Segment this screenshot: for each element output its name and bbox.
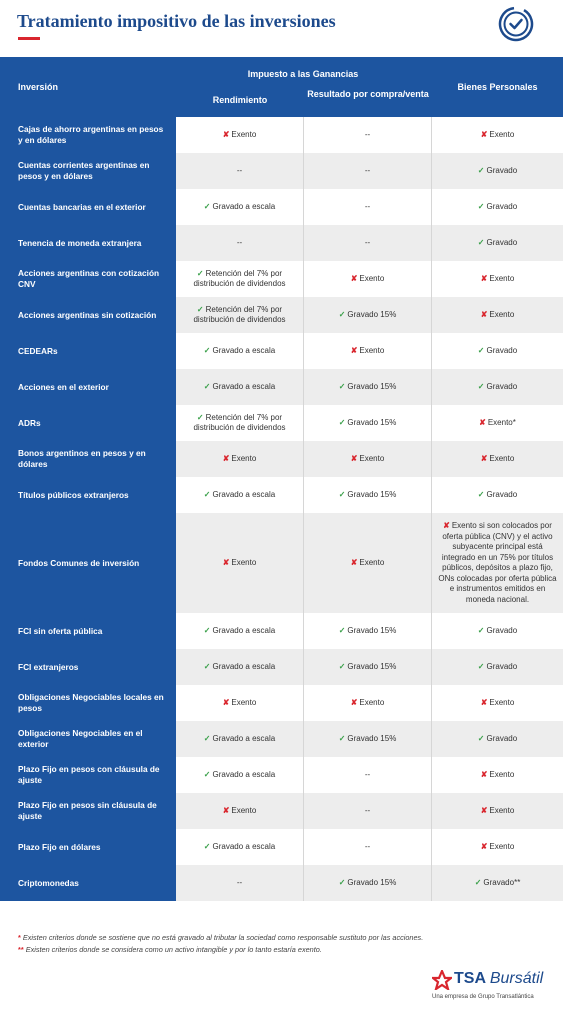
cell-content — [204, 662, 275, 673]
cell-resultado — [304, 441, 432, 477]
cell-resultado — [304, 721, 432, 757]
cell-rendimiento — [176, 829, 304, 865]
cell-inversion: Acciones argentinas sin cotización — [0, 297, 176, 333]
cross-icon: ✘ — [443, 521, 450, 530]
cell-rendimiento — [176, 405, 304, 441]
cell-content — [204, 346, 275, 357]
cell-bienes — [432, 513, 563, 613]
cell-bienes — [432, 225, 563, 261]
table-row — [0, 721, 563, 757]
check-icon: ✓ — [203, 733, 211, 743]
cell-rendimiento — [176, 757, 304, 793]
cell-content — [223, 806, 257, 817]
cell-bienes — [432, 405, 563, 441]
logo-brand2: Bursátil — [489, 970, 544, 987]
check-icon: ✓ — [477, 345, 485, 355]
cell-content — [204, 770, 275, 781]
cell-inversion: Obligaciones Negociables locales en pesos — [0, 685, 176, 721]
cell-text: Gravado a escala — [212, 201, 276, 211]
footnote-2 — [18, 944, 423, 956]
table-row — [0, 261, 563, 297]
cell-content — [351, 698, 385, 709]
cell-inversion: Acciones argentinas con cotización CNV — [0, 261, 176, 297]
cell-text: Gravado a escala — [212, 841, 276, 851]
footnotes — [18, 932, 423, 956]
cell-bienes — [432, 757, 563, 793]
cell-rendimiento — [176, 685, 304, 721]
cross-icon: ✘ — [350, 453, 358, 463]
cell-content — [339, 626, 397, 637]
cell-rendimiento — [176, 153, 304, 189]
cell-content — [223, 454, 257, 465]
check-icon: ✓ — [477, 733, 485, 743]
cell-text: Exento — [489, 309, 515, 319]
cell-content — [339, 878, 397, 889]
cell-resultado — [304, 261, 432, 297]
cross-icon: ✘ — [350, 273, 358, 283]
cross-icon: ✘ — [480, 453, 488, 463]
cell-content — [180, 413, 299, 434]
cell-rendimiento — [176, 117, 304, 153]
cell-text: Gravado — [486, 381, 518, 391]
cell-text: -- — [364, 165, 371, 175]
cell-text: Gravado 15% — [347, 309, 397, 319]
check-icon: ✓ — [477, 201, 485, 211]
cell-content — [478, 734, 517, 745]
cell-text: Gravado a escala — [212, 769, 276, 779]
table-row — [0, 153, 563, 189]
cell-text: Gravado a escala — [212, 733, 276, 743]
cell-content — [481, 806, 515, 817]
header-bienes: Bienes Personales — [457, 82, 538, 92]
cell-content — [478, 662, 517, 673]
cell-text: Gravado** — [483, 877, 521, 887]
cell-rendimiento — [176, 721, 304, 757]
cell-content — [339, 490, 397, 501]
cell-text: Gravado a escala — [212, 345, 276, 355]
cell-bienes — [432, 117, 563, 153]
cell-text: Exento — [359, 697, 385, 707]
check-icon: ✓ — [203, 381, 211, 391]
cell-resultado — [304, 757, 432, 793]
logo-star-icon — [432, 970, 452, 990]
cell-text: Exento — [231, 697, 257, 707]
cell-content — [365, 842, 370, 853]
check-icon: ✓ — [477, 165, 485, 175]
header-resultado: Resultado por compra/venta — [307, 89, 429, 99]
cell-text: -- — [236, 877, 243, 887]
table-row — [0, 117, 563, 153]
cell-inversion: Obligaciones Negociables en el exterior — [0, 721, 176, 757]
cell-bienes — [432, 721, 563, 757]
check-icon: ✓ — [477, 661, 485, 671]
cell-bienes — [432, 261, 563, 297]
cell-content — [204, 842, 275, 853]
header-impuesto: Impuesto a las Ganancias — [247, 69, 359, 79]
cell-bienes — [432, 829, 563, 865]
check-icon: ✓ — [338, 625, 346, 635]
logo-wordmark — [454, 970, 543, 988]
header-rendimiento: Rendimiento — [212, 95, 268, 105]
cell-text: Gravado 15% — [347, 381, 397, 391]
cell-resultado — [304, 613, 432, 649]
check-icon: ✓ — [338, 381, 346, 391]
cross-icon: ✘ — [350, 697, 358, 707]
cell-bienes — [432, 793, 563, 829]
cell-bienes — [432, 865, 563, 901]
cross-icon: ✘ — [479, 417, 486, 427]
cell-content — [237, 878, 242, 889]
cell-inversion: Acciones en el exterior — [0, 369, 176, 405]
table-row — [0, 297, 563, 333]
cell-bienes — [432, 333, 563, 369]
cell-rendimiento — [176, 649, 304, 685]
cell-rendimiento — [176, 225, 304, 261]
cell-text: Retención del 7% por distribución de dividendos — [193, 268, 286, 288]
cell-content — [365, 806, 370, 817]
cell-text: Exento — [489, 697, 515, 707]
cell-text: -- — [364, 769, 371, 779]
check-icon: ✓ — [203, 489, 211, 499]
page-title: Tratamiento impositivo de las inversiones — [17, 11, 336, 31]
cell-content — [478, 202, 517, 213]
cell-bienes — [432, 649, 563, 685]
cell-inversion: Cajas de ahorro argentinas en pesos y en dólares — [0, 117, 176, 153]
cell-resultado — [304, 225, 432, 261]
table-row — [0, 477, 563, 513]
cell-rendimiento — [176, 865, 304, 901]
cell-inversion: FCI sin oferta pública — [0, 613, 176, 649]
cell-content — [478, 382, 517, 393]
cell-resultado — [304, 685, 432, 721]
cell-bienes — [432, 477, 563, 513]
cell-resultado — [304, 369, 432, 405]
cell-text: Gravado — [486, 345, 518, 355]
cell-text: Exento — [359, 345, 385, 355]
cell-text: Exento — [231, 557, 257, 567]
cell-content — [180, 305, 299, 326]
check-icon: ✓ — [338, 489, 346, 499]
cell-text: Gravado a escala — [212, 381, 276, 391]
check-icon: ✓ — [196, 304, 204, 314]
cross-icon: ✘ — [222, 129, 230, 139]
cell-text: Exento — [489, 273, 515, 283]
cell-content — [339, 418, 397, 429]
cell-content — [351, 558, 385, 569]
cell-text: Exento — [231, 129, 257, 139]
cell-rendimiento — [176, 369, 304, 405]
table-row — [0, 613, 563, 649]
cell-bienes — [432, 613, 563, 649]
cell-text: Gravado a escala — [212, 661, 276, 671]
cell-resultado — [304, 153, 432, 189]
cell-text: -- — [364, 129, 371, 139]
footnote-2-text: Existen criterios donde se considera como un activo intangible y por lo tanto estaría exento. — [25, 945, 322, 954]
cell-text: Exento — [359, 273, 385, 283]
cross-icon: ✘ — [350, 345, 358, 355]
cell-inversion: Plazo Fijo en pesos sin cláusula de ajuste — [0, 793, 176, 829]
cell-inversion: FCI extranjeros — [0, 649, 176, 685]
cross-icon: ✘ — [480, 697, 488, 707]
table-row — [0, 793, 563, 829]
cell-inversion: Plazo Fijo en dólares — [0, 829, 176, 865]
table-row — [0, 441, 563, 477]
cross-icon: ✘ — [480, 805, 488, 815]
cell-inversion: Fondos Comunes de inversión — [0, 513, 176, 613]
cell-rendimiento — [176, 613, 304, 649]
logo-brand: TSA — [454, 970, 486, 987]
cross-icon: ✘ — [480, 769, 488, 779]
cell-content — [204, 382, 275, 393]
cell-rendimiento — [176, 441, 304, 477]
cell-content — [204, 490, 275, 501]
table-row — [0, 405, 563, 441]
footnote-1 — [18, 932, 423, 944]
table-row — [0, 757, 563, 793]
cell-content — [365, 130, 370, 141]
cell-text: -- — [364, 237, 371, 247]
cell-text: Gravado — [486, 165, 518, 175]
cell-bienes — [432, 189, 563, 225]
check-icon: ✓ — [338, 661, 346, 671]
cross-icon: ✘ — [222, 805, 230, 815]
cell-content — [481, 698, 515, 709]
cell-content — [478, 626, 517, 637]
cell-content — [478, 490, 517, 501]
cell-content — [223, 558, 257, 569]
cell-resultado — [304, 513, 432, 613]
cell-text: Gravado a escala — [212, 489, 276, 499]
table-row — [0, 649, 563, 685]
cell-inversion: Bonos argentinos en pesos y en dólares — [0, 441, 176, 477]
cell-content — [481, 454, 515, 465]
cross-icon: ✘ — [350, 557, 358, 567]
cell-rendimiento — [176, 793, 304, 829]
cell-content — [365, 202, 370, 213]
cell-resultado — [304, 297, 432, 333]
table-row — [0, 685, 563, 721]
table-row — [0, 333, 563, 369]
cell-rendimiento — [176, 189, 304, 225]
cell-text: Gravado 15% — [347, 877, 397, 887]
cell-content — [351, 274, 385, 285]
check-icon: ✓ — [338, 733, 346, 743]
cell-text: Exento* — [487, 417, 516, 427]
cell-rendimiento — [176, 333, 304, 369]
cell-resultado — [304, 405, 432, 441]
tsa-bursatil-logo — [432, 970, 552, 1010]
cell-text: Exento — [489, 769, 515, 779]
table-row — [0, 829, 563, 865]
cell-text: Gravado 15% — [347, 661, 397, 671]
cell-content — [481, 274, 515, 285]
cell-text: Exento — [359, 453, 385, 463]
cell-resultado — [304, 189, 432, 225]
check-icon: ✓ — [196, 412, 204, 422]
cell-text: Gravado — [486, 237, 518, 247]
cell-text: Exento — [231, 453, 257, 463]
table-body — [0, 117, 563, 901]
table-row — [0, 189, 563, 225]
check-icon: ✓ — [203, 625, 211, 635]
cross-icon: ✘ — [480, 841, 488, 851]
cell-content — [478, 238, 517, 249]
cell-content — [478, 346, 517, 357]
cell-text: Gravado — [486, 625, 518, 635]
table-row — [0, 513, 563, 613]
cell-content — [204, 734, 275, 745]
check-icon: ✓ — [338, 417, 346, 427]
cell-inversion: CEDEARs — [0, 333, 176, 369]
cell-text: -- — [364, 841, 371, 851]
check-icon: ✓ — [203, 201, 211, 211]
cell-resultado — [304, 865, 432, 901]
cell-text: Exento — [489, 805, 515, 815]
check-icon: ✓ — [338, 309, 346, 319]
cell-content — [237, 166, 242, 177]
cell-content — [481, 310, 515, 321]
cell-text: Gravado — [486, 201, 518, 211]
cell-inversion: Tenencia de moneda extranjera — [0, 225, 176, 261]
cell-content — [365, 238, 370, 249]
cell-content — [339, 662, 397, 673]
cell-text: Exento — [359, 557, 385, 567]
check-icon: ✓ — [477, 489, 485, 499]
cell-rendimiento — [176, 297, 304, 333]
cell-inversion: Criptomonedas — [0, 865, 176, 901]
cell-text: -- — [236, 165, 243, 175]
cross-icon: ✘ — [222, 697, 230, 707]
cell-inversion: Cuentas corrientes argentinas en pesos y en dólares — [0, 153, 176, 189]
check-icon: ✓ — [203, 841, 211, 851]
cell-text: Retención del 7% por distribución de dividendos — [193, 304, 286, 324]
cell-bienes — [432, 297, 563, 333]
cell-content — [351, 454, 385, 465]
cell-content — [436, 521, 559, 605]
cell-resultado — [304, 793, 432, 829]
cell-inversion: Títulos públicos extranjeros — [0, 477, 176, 513]
cell-text: Gravado 15% — [347, 733, 397, 743]
check-icon: ✓ — [477, 237, 485, 247]
cell-bienes — [432, 153, 563, 189]
cell-content — [475, 878, 521, 889]
table-header — [0, 57, 563, 117]
cell-content — [365, 770, 370, 781]
cross-icon: ✘ — [222, 453, 230, 463]
cell-text: Gravado 15% — [347, 417, 397, 427]
cross-icon: ✘ — [480, 273, 488, 283]
cell-rendimiento — [176, 513, 304, 613]
cell-text: Gravado — [486, 661, 518, 671]
cell-text: Gravado 15% — [347, 489, 397, 499]
cell-content — [339, 382, 397, 393]
title-underline — [18, 37, 40, 40]
cross-icon: ✘ — [480, 309, 488, 319]
cell-content — [478, 166, 517, 177]
header-inversion: Inversión — [18, 82, 59, 92]
cell-content — [223, 698, 257, 709]
cell-text: -- — [364, 805, 371, 815]
check-icon: ✓ — [474, 877, 482, 887]
cell-content — [204, 626, 275, 637]
tax-table — [0, 57, 563, 901]
check-icon: ✓ — [338, 877, 346, 887]
cell-bienes — [432, 685, 563, 721]
cell-content — [237, 238, 242, 249]
cell-inversion: Plazo Fijo en pesos con cláusula de ajuste — [0, 757, 176, 793]
cell-content — [351, 346, 385, 357]
check-circle-icon — [498, 6, 534, 42]
cell-text: Exento — [489, 841, 515, 851]
cell-text: Gravado — [486, 733, 518, 743]
cell-resultado — [304, 333, 432, 369]
cell-content — [481, 130, 515, 141]
table-row — [0, 865, 563, 901]
cell-rendimiento — [176, 477, 304, 513]
check-icon: ✓ — [196, 268, 204, 278]
cell-inversion: ADRs — [0, 405, 176, 441]
cross-icon: ✘ — [480, 129, 488, 139]
cell-text: Exento — [489, 129, 515, 139]
cell-resultado — [304, 829, 432, 865]
cell-content — [481, 770, 515, 781]
footnote-1-mark: * — [18, 933, 21, 942]
cell-text: Gravado — [486, 489, 518, 499]
cell-content — [339, 734, 397, 745]
cell-text: Gravado 15% — [347, 625, 397, 635]
logo-tagline: Una empresa de Grupo Transatlántica — [432, 994, 534, 1000]
cell-text: Gravado a escala — [212, 625, 276, 635]
cell-resultado — [304, 649, 432, 685]
cell-content — [479, 418, 516, 429]
cell-resultado — [304, 117, 432, 153]
table-row — [0, 225, 563, 261]
cell-content — [481, 842, 515, 853]
check-icon: ✓ — [203, 769, 211, 779]
cell-resultado — [304, 477, 432, 513]
check-icon: ✓ — [203, 661, 211, 671]
check-icon: ✓ — [203, 345, 211, 355]
cell-text: Exento — [489, 453, 515, 463]
cell-content — [223, 130, 257, 141]
cell-content — [365, 166, 370, 177]
cell-content — [339, 310, 397, 321]
footnote-1-text: Existen criterios donde se sostiene que no está gravado al tributar la sociedad como responsable sustituto por las acciones. — [22, 933, 424, 942]
cell-inversion: Cuentas bancarias en el exterior — [0, 189, 176, 225]
cell-text: -- — [236, 237, 243, 247]
cell-content — [204, 202, 275, 213]
cell-text: Retención del 7% por distribución de dividendos — [193, 412, 286, 432]
cell-content — [180, 269, 299, 290]
check-icon: ✓ — [477, 625, 485, 635]
cell-text: -- — [364, 201, 371, 211]
cell-rendimiento — [176, 261, 304, 297]
cell-text: Exento — [231, 805, 257, 815]
cell-text: Exento si son colocados por oferta pública (CNV) y el activo subyacente principal está integrado en un 75% por títulos públicos, depósitos a plazo fijo, ONs colocadas por oferta pública e instrumentos emitidos en moneda nacional. — [438, 521, 557, 604]
cross-icon: ✘ — [222, 557, 230, 567]
footnote-2-mark: ** — [18, 945, 24, 954]
cell-bienes — [432, 369, 563, 405]
check-icon: ✓ — [477, 381, 485, 391]
table-row — [0, 369, 563, 405]
cell-bienes — [432, 441, 563, 477]
